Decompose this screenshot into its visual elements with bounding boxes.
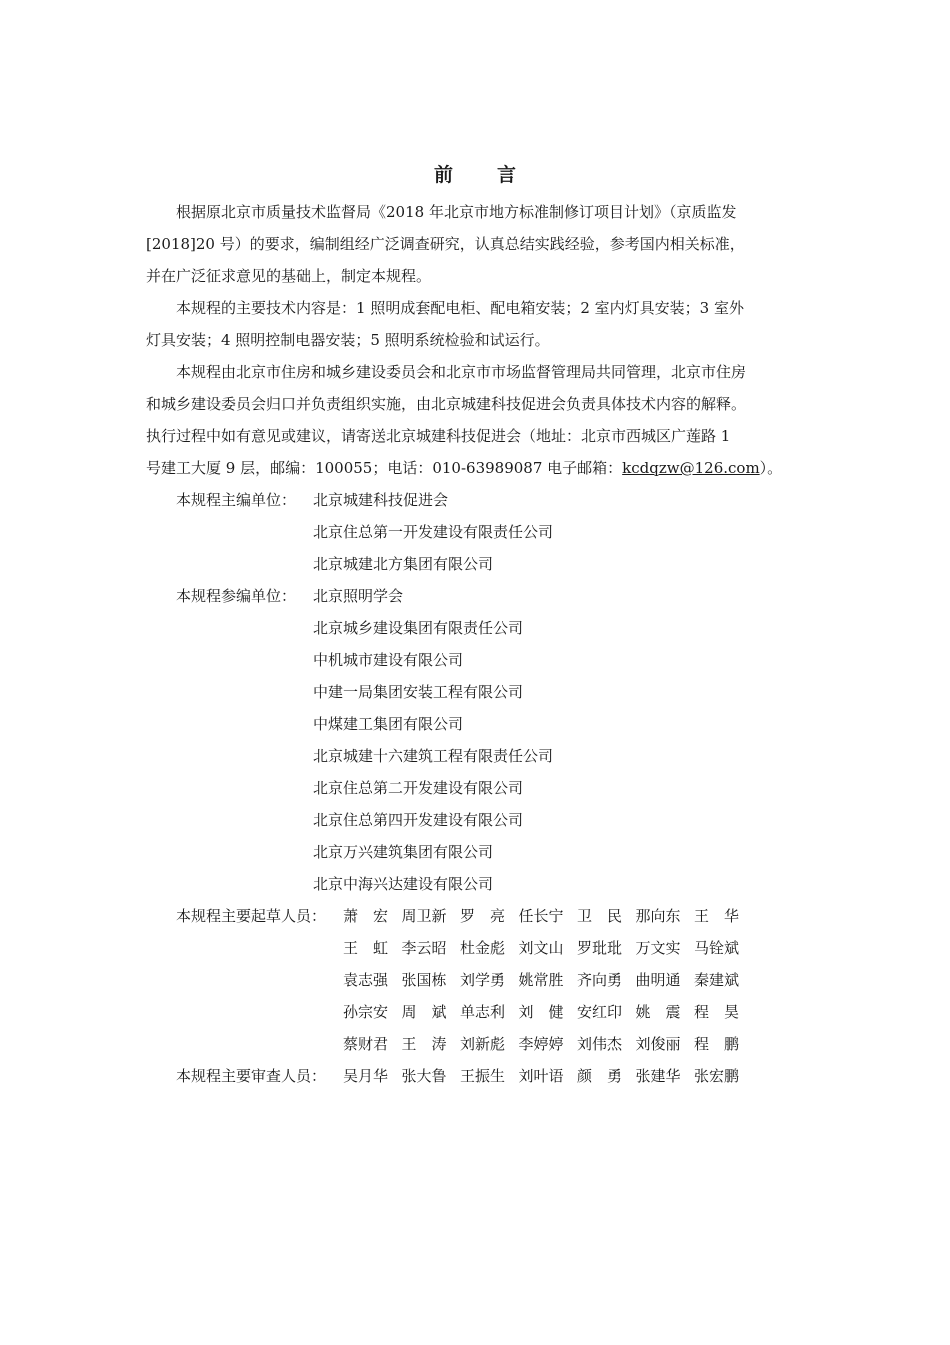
person-name: 王 华: [694, 907, 740, 925]
unit-name: 北京中海兴达建设有限公司: [313, 875, 494, 893]
title-char-1: 前: [433, 164, 453, 186]
person-name: 孙宗安: [343, 1003, 389, 1021]
person-name: 刘文山: [518, 939, 564, 957]
person-name: 秦建斌: [694, 971, 740, 989]
unit-name: 中机城市建设有限公司: [313, 651, 464, 669]
unit-name: 北京住总第一开发建设有限责任公司: [313, 523, 554, 541]
drafters: [146, 900, 808, 1060]
person-name: 刘叶语: [518, 1067, 564, 1085]
unit-name: 北京照明学会: [313, 587, 404, 605]
person-name: 刘俊丽: [635, 1035, 681, 1053]
text-line: 并在广泛征求意见的基础上，制定本规程。: [146, 267, 432, 285]
person-name: 张建华: [635, 1067, 681, 1085]
person-name: 萧 宏: [343, 907, 389, 925]
person-name: 那向东: [635, 907, 681, 925]
person-name: 刘伟杰: [577, 1035, 623, 1053]
text-line: [2018]20 号）的要求，编制组经广泛调查研究，认真总结实践经验，参考国内相关标准，: [146, 235, 745, 253]
person-name: 袁志强: [343, 971, 389, 989]
person-name: 姚常胜: [518, 971, 564, 989]
drafters-label: 本规程主要起草人员：: [176, 907, 327, 925]
contact-text: 号建工大厦 9 层，邮编：100055；电话：010-63989087 电子邮箱：: [146, 459, 623, 477]
text-line: 本规程由北京市住房和城乡建设委员会和北京市市场监督管理局共同管理，北京市住房: [176, 363, 747, 381]
chief-units-label: 本规程主编单位：: [176, 491, 297, 509]
person-name: 刘学勇: [460, 971, 506, 989]
text-line: 和城乡建设委员会归口并负责组织实施，由北京城建科技促进会负责具体技术内容的解释。: [146, 395, 747, 413]
unit-name: 北京城建科技促进会: [313, 491, 449, 509]
person-name: 单志利: [460, 1003, 506, 1021]
paragraph-2: [146, 292, 808, 356]
person-name: 马铨斌: [694, 939, 740, 957]
person-name: 程 鹏: [694, 1035, 740, 1053]
reviewers: [146, 1060, 808, 1092]
person-name: 王 涛: [401, 1035, 447, 1053]
person-name: 吴月华: [343, 1067, 389, 1085]
unit-name: 中煤建工集团有限公司: [313, 715, 464, 733]
reviewer-names: [343, 1060, 808, 1092]
unit-name: 北京万兴建筑集团有限公司: [313, 843, 494, 861]
person-name: 罗玭玭: [577, 939, 623, 957]
person-name: 李云昭: [401, 939, 447, 957]
person-name: 齐向勇: [577, 971, 623, 989]
person-name: 张宏鹏: [694, 1067, 740, 1085]
participating-units-label: 本规程参编单位：: [176, 587, 297, 605]
person-name: 万文实: [635, 939, 681, 957]
text-line: 本规程的主要技术内容是：1 照明成套配电柜、配电箱安装；2 室内灯具安装；3 室外: [176, 299, 744, 317]
participating-units: [146, 580, 808, 900]
person-name: 颜 勇: [577, 1067, 623, 1085]
person-name: 张大鲁: [401, 1067, 447, 1085]
person-name: 周卫新: [401, 907, 447, 925]
preface-body: [146, 196, 808, 1092]
text-line: [146, 452, 808, 484]
text-line: 执行过程中如有意见或建议，请寄送北京城建科技促进会（地址：北京市西城区广莲路 1: [146, 427, 731, 445]
text-line: 灯具安装；4 照明控制电器安装；5 照明系统检验和试运行。: [146, 331, 550, 349]
text-line: 根据原北京市质量技术监督局《2018 年北京市地方标准制修订项目计划》（京质监发: [176, 203, 737, 221]
person-name: 王振生: [460, 1067, 506, 1085]
person-name: 李婷婷: [518, 1035, 564, 1053]
person-name: 刘新彪: [460, 1035, 506, 1053]
person-name: 任长宁: [518, 907, 564, 925]
unit-name: 北京住总第二开发建设有限公司: [313, 779, 524, 797]
person-name: 罗 亮: [460, 907, 506, 925]
reviewers-label: 本规程主要审查人员：: [176, 1067, 327, 1085]
person-name: 安红印: [577, 1003, 623, 1021]
contact-end: ）。: [759, 459, 783, 477]
person-name: 王 虹: [343, 939, 389, 957]
chief-units: [146, 484, 808, 580]
unit-name: 中建一局集团安装工程有限公司: [313, 683, 524, 701]
page-title: [0, 160, 950, 187]
person-name: 曲明通: [635, 971, 681, 989]
unit-name: 北京城建十六建筑工程有限责任公司: [313, 747, 554, 765]
person-name: 杜金彪: [460, 939, 506, 957]
person-name: 姚 震: [635, 1003, 681, 1021]
paragraph-1: [146, 196, 808, 292]
person-name: 张国栋: [401, 971, 447, 989]
drafter-names: [343, 900, 808, 1060]
unit-name: 北京城建北方集团有限公司: [313, 555, 494, 573]
person-name: 程 昊: [694, 1003, 740, 1021]
person-name: 卫 民: [577, 907, 623, 925]
unit-name: 北京住总第四开发建设有限公司: [313, 811, 524, 829]
title-char-2: 言: [497, 164, 517, 186]
person-name: 蔡财君: [343, 1035, 389, 1053]
unit-name: 北京城乡建设集团有限责任公司: [313, 619, 524, 637]
email-link[interactable]: kcdqzw@126.com: [622, 459, 760, 477]
paragraph-3: [146, 356, 808, 484]
person-name: 刘 健: [518, 1003, 564, 1021]
person-name: 周 斌: [401, 1003, 447, 1021]
